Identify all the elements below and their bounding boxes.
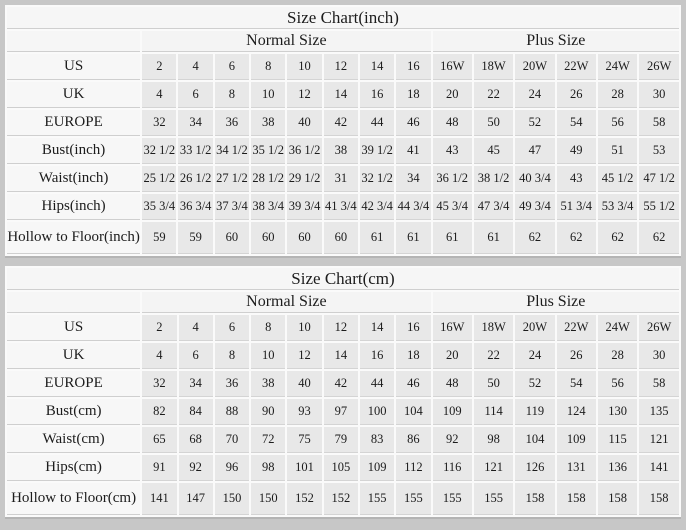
row-label: Hollow to Floor(inch) — [7, 222, 140, 254]
plus-size-value-cell: 28 — [598, 343, 637, 369]
normal-size-value-cell: 4 — [178, 54, 212, 80]
plus-size-value-cell: 109 — [433, 399, 472, 425]
plus-size-value-cell: 61 — [433, 222, 472, 254]
plus-size-value-cell: 26W — [639, 54, 679, 80]
plus-size-value-cell: 124 — [557, 399, 596, 425]
table-row — [7, 194, 679, 220]
normal-size-value-cell: 101 — [287, 455, 321, 481]
normal-size-value-cell: 39 1/2 — [360, 138, 394, 164]
normal-size-value-cell: 4 — [179, 315, 213, 341]
table-row — [7, 315, 679, 341]
plus-size-value-cell: 20 — [433, 82, 472, 108]
plus-size-value-cell: 47 1/2 — [639, 166, 679, 192]
row-label: UK — [7, 82, 140, 108]
normal-size-value-cell: 29 1/2 — [287, 166, 321, 192]
table-row — [7, 371, 679, 397]
normal-size-value-cell: 34 — [396, 166, 430, 192]
normal-size-value-cell: 41 3/4 — [324, 194, 358, 220]
plus-size-value-cell: 24W — [598, 315, 637, 341]
normal-size-value-cell: 4 — [142, 343, 176, 369]
plus-size-value-cell: 135 — [639, 399, 679, 425]
table-row — [7, 343, 679, 369]
plus-size-value-cell: 22W — [557, 315, 596, 341]
plus-size-value-cell: 43 — [557, 166, 596, 192]
normal-size-value-cell: 82 — [142, 399, 176, 425]
plus-size-value-cell: 141 — [639, 455, 679, 481]
plus-size-value-cell: 62 — [639, 222, 679, 254]
plus-size-value-cell: 61 — [474, 222, 513, 254]
normal-size-value-cell: 109 — [360, 455, 394, 481]
plus-size-value-cell: 62 — [598, 222, 637, 254]
plus-size-value-cell: 50 — [474, 371, 513, 397]
table-row — [7, 138, 679, 164]
table-row — [7, 483, 679, 515]
normal-size-value-cell: 147 — [179, 483, 213, 515]
row-label: Waist(cm) — [7, 427, 140, 453]
normal-size-value-cell: 68 — [179, 427, 213, 453]
plus-size-value-cell: 109 — [557, 427, 596, 453]
row-label: UK — [7, 343, 140, 369]
normal-size-value-cell: 70 — [215, 427, 249, 453]
table-row — [7, 427, 679, 453]
normal-size-value-cell: 65 — [142, 427, 176, 453]
row-label: Bust(inch) — [7, 138, 140, 164]
title-row — [7, 268, 679, 290]
normal-size-value-cell: 2 — [142, 54, 176, 80]
plus-size-value-cell: 26 — [557, 343, 596, 369]
normal-size-value-cell: 60 — [324, 222, 358, 254]
plus-size-value-cell: 52 — [515, 371, 554, 397]
normal-size-value-cell: 16 — [360, 82, 394, 108]
plus-size-value-cell: 22 — [474, 82, 513, 108]
plus-size-value-cell: 114 — [474, 399, 513, 425]
normal-size-value-cell: 36 1/2 — [287, 138, 321, 164]
normal-size-value-cell: 84 — [179, 399, 213, 425]
plus-size-value-cell: 104 — [515, 427, 554, 453]
normal-size-value-cell: 152 — [324, 483, 358, 515]
normal-size-value-cell: 35 3/4 — [142, 194, 176, 220]
normal-size-value-cell: 12 — [287, 82, 321, 108]
normal-size-value-cell: 4 — [142, 82, 176, 108]
size-chart-cm-table — [5, 266, 681, 517]
normal-size-value-cell: 104 — [396, 399, 430, 425]
plus-size-value-cell: 40 3/4 — [515, 166, 554, 192]
normal-size-value-cell: 32 1/2 — [142, 138, 176, 164]
plus-size-value-cell: 130 — [598, 399, 637, 425]
plus-size-value-cell: 36 1/2 — [433, 166, 472, 192]
normal-size-value-cell: 36 — [215, 110, 249, 136]
table-row — [7, 166, 679, 192]
normal-size-value-cell: 26 1/2 — [178, 166, 212, 192]
normal-size-value-cell: 34 — [178, 110, 212, 136]
plus-size-value-cell: 62 — [557, 222, 596, 254]
normal-size-value-cell: 32 — [142, 110, 176, 136]
corner-cell — [7, 31, 140, 52]
normal-size-value-cell: 10 — [287, 54, 321, 80]
normal-size-value-cell: 38 — [324, 138, 358, 164]
row-label: Waist(inch) — [7, 166, 140, 192]
plus-size-value-cell: 22W — [557, 54, 596, 80]
normal-size-value-cell: 90 — [251, 399, 285, 425]
size-chart-inch-table — [5, 5, 681, 256]
plus-size-value-cell: 52 — [515, 110, 554, 136]
normal-size-value-cell: 33 1/2 — [178, 138, 212, 164]
plus-size-value-cell: 16W — [433, 54, 472, 80]
normal-size-value-cell: 60 — [215, 222, 249, 254]
normal-size-value-cell: 14 — [360, 54, 394, 80]
normal-size-value-cell: 60 — [287, 222, 321, 254]
normal-size-value-cell: 152 — [287, 483, 321, 515]
plus-size-value-cell: 155 — [474, 483, 513, 515]
normal-size-value-cell: 14 — [324, 82, 358, 108]
normal-size-value-cell: 38 — [251, 371, 285, 397]
plus-size-header: Plus Size — [433, 31, 679, 52]
plus-size-value-cell: 119 — [515, 399, 554, 425]
normal-size-value-cell: 35 1/2 — [251, 138, 285, 164]
normal-size-value-cell: 46 — [396, 110, 430, 136]
plus-size-value-cell: 53 — [639, 138, 679, 164]
normal-size-value-cell: 8 — [251, 54, 285, 80]
plus-size-value-cell: 126 — [515, 455, 554, 481]
normal-size-value-cell: 14 — [360, 315, 394, 341]
plus-size-value-cell: 38 1/2 — [474, 166, 513, 192]
normal-size-value-cell: 112 — [396, 455, 430, 481]
normal-size-value-cell: 91 — [142, 455, 176, 481]
normal-size-value-cell: 38 — [251, 110, 285, 136]
plus-size-value-cell: 155 — [433, 483, 472, 515]
plus-size-value-cell: 28 — [598, 82, 637, 108]
normal-size-value-cell: 12 — [324, 315, 358, 341]
plus-size-value-cell: 56 — [598, 110, 637, 136]
normal-size-value-cell: 2 — [142, 315, 176, 341]
normal-size-value-cell: 8 — [215, 82, 249, 108]
plus-size-value-cell: 43 — [433, 138, 472, 164]
plus-size-value-cell: 26W — [639, 315, 679, 341]
table-title: Size Chart(cm) — [7, 268, 679, 290]
plus-size-value-cell: 45 1/2 — [598, 166, 637, 192]
normal-size-value-cell: 25 1/2 — [142, 166, 176, 192]
plus-size-value-cell: 48 — [433, 371, 472, 397]
normal-size-value-cell: 83 — [360, 427, 394, 453]
normal-size-value-cell: 10 — [251, 82, 285, 108]
normal-size-value-cell: 93 — [287, 399, 321, 425]
plus-size-value-cell: 51 — [598, 138, 637, 164]
plus-size-value-cell: 18W — [474, 315, 513, 341]
normal-size-value-cell: 100 — [360, 399, 394, 425]
plus-size-value-cell: 136 — [598, 455, 637, 481]
plus-size-value-cell: 24W — [598, 54, 637, 80]
normal-size-value-cell: 46 — [396, 371, 430, 397]
normal-size-value-cell: 32 — [142, 371, 176, 397]
normal-size-value-cell: 18 — [396, 343, 430, 369]
plus-size-value-cell: 115 — [598, 427, 637, 453]
normal-size-value-cell: 34 1/2 — [215, 138, 249, 164]
plus-size-value-cell: 51 3/4 — [557, 194, 596, 220]
plus-size-value-cell: 55 1/2 — [639, 194, 679, 220]
normal-size-value-cell: 14 — [324, 343, 358, 369]
plus-size-value-cell: 62 — [515, 222, 554, 254]
normal-size-value-cell: 150 — [251, 483, 285, 515]
plus-size-value-cell: 48 — [433, 110, 472, 136]
normal-size-value-cell: 72 — [251, 427, 285, 453]
plus-size-value-cell: 24 — [515, 82, 554, 108]
normal-size-value-cell: 8 — [215, 343, 249, 369]
table-row — [7, 222, 679, 254]
table-row — [7, 455, 679, 481]
row-label: US — [7, 315, 140, 341]
plus-size-value-cell: 20W — [515, 315, 554, 341]
plus-size-value-cell: 24 — [515, 343, 554, 369]
normal-size-value-cell: 59 — [142, 222, 176, 254]
plus-size-value-cell: 30 — [639, 82, 679, 108]
normal-size-value-cell: 34 — [179, 371, 213, 397]
plus-size-value-cell: 47 3/4 — [474, 194, 513, 220]
table-row — [7, 399, 679, 425]
normal-size-value-cell: 155 — [360, 483, 394, 515]
corner-cell — [7, 292, 140, 313]
plus-size-value-cell: 98 — [474, 427, 513, 453]
row-label: US — [7, 54, 140, 80]
normal-size-value-cell: 40 — [287, 110, 321, 136]
table-row — [7, 82, 679, 108]
row-label: Hollow to Floor(cm) — [7, 483, 140, 515]
normal-size-value-cell: 39 3/4 — [287, 194, 321, 220]
normal-size-value-cell: 97 — [324, 399, 358, 425]
normal-size-value-cell: 31 — [324, 166, 358, 192]
normal-size-value-cell: 59 — [178, 222, 212, 254]
normal-size-value-cell: 79 — [324, 427, 358, 453]
row-label: EUROPE — [7, 110, 140, 136]
normal-size-value-cell: 6 — [215, 315, 249, 341]
normal-size-value-cell: 16 — [396, 315, 430, 341]
normal-size-value-cell: 8 — [251, 315, 285, 341]
normal-size-value-cell: 96 — [215, 455, 249, 481]
normal-size-header: Normal Size — [142, 292, 430, 313]
plus-size-value-cell: 58 — [639, 110, 679, 136]
plus-size-value-cell: 158 — [598, 483, 637, 515]
normal-size-value-cell: 12 — [324, 54, 358, 80]
normal-size-value-cell: 42 — [324, 371, 358, 397]
normal-size-value-cell: 61 — [396, 222, 430, 254]
normal-size-value-cell: 98 — [251, 455, 285, 481]
plus-size-value-cell: 54 — [557, 110, 596, 136]
normal-size-value-cell: 150 — [215, 483, 249, 515]
normal-size-value-cell: 12 — [287, 343, 321, 369]
normal-size-value-cell: 36 3/4 — [178, 194, 212, 220]
normal-size-value-cell: 155 — [396, 483, 430, 515]
row-label: EUROPE — [7, 371, 140, 397]
normal-size-value-cell: 10 — [251, 343, 285, 369]
normal-size-value-cell: 6 — [179, 343, 213, 369]
table-title: Size Chart(inch) — [7, 7, 679, 29]
normal-size-value-cell: 86 — [396, 427, 430, 453]
normal-size-value-cell: 6 — [178, 82, 212, 108]
normal-size-value-cell: 92 — [179, 455, 213, 481]
plus-size-value-cell: 92 — [433, 427, 472, 453]
row-label: Hips(cm) — [7, 455, 140, 481]
normal-size-value-cell: 44 — [360, 110, 394, 136]
normal-size-value-cell: 38 3/4 — [251, 194, 285, 220]
normal-size-value-cell: 36 — [215, 371, 249, 397]
normal-size-value-cell: 75 — [287, 427, 321, 453]
normal-size-value-cell: 88 — [215, 399, 249, 425]
size-chart-inch — [5, 5, 681, 256]
normal-size-value-cell: 42 3/4 — [360, 194, 394, 220]
normal-size-value-cell: 6 — [215, 54, 249, 80]
table-row — [7, 54, 679, 80]
plus-size-value-cell: 22 — [474, 343, 513, 369]
normal-size-value-cell: 27 1/2 — [215, 166, 249, 192]
plus-size-value-cell: 158 — [557, 483, 596, 515]
normal-size-value-cell: 40 — [287, 371, 321, 397]
normal-size-value-cell: 37 3/4 — [215, 194, 249, 220]
group-header-row — [7, 31, 679, 52]
row-label: Bust(cm) — [7, 399, 140, 425]
row-label: Hips(inch) — [7, 194, 140, 220]
normal-size-value-cell: 105 — [324, 455, 358, 481]
normal-size-value-cell: 18 — [396, 82, 430, 108]
plus-size-value-cell: 58 — [639, 371, 679, 397]
plus-size-value-cell: 26 — [557, 82, 596, 108]
plus-size-value-cell: 18W — [474, 54, 513, 80]
normal-size-value-cell: 41 — [396, 138, 430, 164]
plus-size-value-cell: 116 — [433, 455, 472, 481]
plus-size-value-cell: 54 — [557, 371, 596, 397]
plus-size-value-cell: 45 — [474, 138, 513, 164]
plus-size-value-cell: 158 — [515, 483, 554, 515]
size-chart-cm — [5, 266, 681, 517]
title-row — [7, 7, 679, 29]
plus-size-value-cell: 158 — [639, 483, 679, 515]
normal-size-value-cell: 16 — [360, 343, 394, 369]
plus-size-value-cell: 20W — [515, 54, 554, 80]
normal-size-value-cell: 44 — [360, 371, 394, 397]
group-header-row — [7, 292, 679, 313]
plus-size-value-cell: 121 — [639, 427, 679, 453]
normal-size-value-cell: 44 3/4 — [396, 194, 430, 220]
plus-size-value-cell: 20 — [433, 343, 472, 369]
plus-size-value-cell: 53 3/4 — [598, 194, 637, 220]
table-row — [7, 110, 679, 136]
normal-size-value-cell: 61 — [360, 222, 394, 254]
normal-size-value-cell: 60 — [251, 222, 285, 254]
normal-size-value-cell: 32 1/2 — [360, 166, 394, 192]
normal-size-header: Normal Size — [142, 31, 430, 52]
normal-size-value-cell: 42 — [324, 110, 358, 136]
normal-size-value-cell: 10 — [287, 315, 321, 341]
plus-size-value-cell: 45 3/4 — [433, 194, 472, 220]
plus-size-value-cell: 49 3/4 — [515, 194, 554, 220]
normal-size-value-cell: 141 — [142, 483, 176, 515]
plus-size-value-cell: 16W — [433, 315, 472, 341]
plus-size-value-cell: 47 — [515, 138, 554, 164]
plus-size-value-cell: 56 — [598, 371, 637, 397]
plus-size-value-cell: 121 — [474, 455, 513, 481]
plus-size-value-cell: 131 — [557, 455, 596, 481]
plus-size-value-cell: 50 — [474, 110, 513, 136]
plus-size-value-cell: 30 — [639, 343, 679, 369]
normal-size-value-cell: 28 1/2 — [251, 166, 285, 192]
plus-size-value-cell: 49 — [557, 138, 596, 164]
plus-size-header: Plus Size — [433, 292, 679, 313]
normal-size-value-cell: 16 — [396, 54, 430, 80]
